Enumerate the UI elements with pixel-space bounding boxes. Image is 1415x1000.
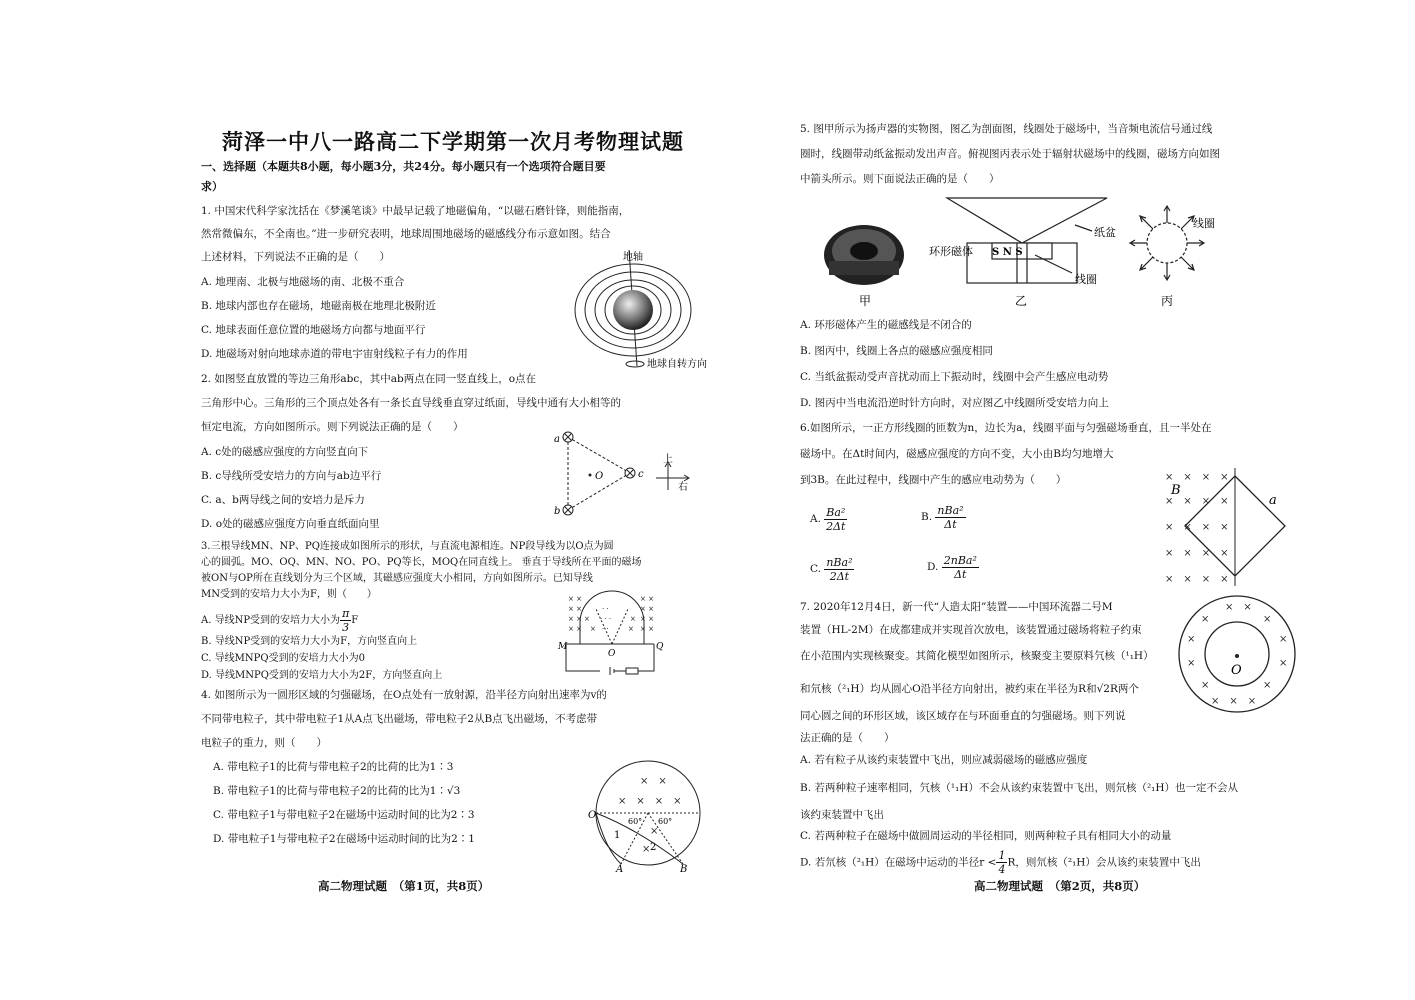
speaker-cross-section xyxy=(947,198,1107,283)
q3-option-b: B. 导线NP受到的安培力大小为F，方向竖直向上 xyxy=(201,636,418,647)
q1-option-d: D. 地磁场对射向地球赤道的带电宇宙射线粒子有力的作用 xyxy=(201,348,468,360)
speaker-photo xyxy=(824,225,904,285)
svg-text:×: × xyxy=(1201,680,1210,691)
q4-option-c: C. 带电粒子1与带电粒子2在磁场中运动时间的比为2∶3 xyxy=(213,809,475,821)
q1-option-b: B. 地球内部也存在磁场，地磁南极在地理北极附近 xyxy=(201,300,436,312)
svg-text:×: × xyxy=(630,615,636,623)
q7-stem-line6: 法正确的是（ ） xyxy=(800,732,895,744)
particle-1-label: 1 xyxy=(614,830,621,841)
svg-text:×: × xyxy=(628,625,634,633)
q6-option-d: D. $\frac{\text{2nBa²}}{\Delta t}$ xyxy=(927,553,977,581)
svg-text:× ×: × × xyxy=(640,625,654,633)
point-o-label: O xyxy=(588,810,597,821)
q4-stem-line1: 4. 如图所示为一圆形区域的匀强磁场，在O点处有一放射源，沿半径方向射出速率为v的 xyxy=(201,689,607,701)
q7-stem-line3: 在小范围内实现核聚变。其简化模型如图所示，核聚变主要原料氕核（¹₁H） xyxy=(800,650,1154,662)
q2-stem-line1: 2. 如图竖直放置的等边三角形abc，其中ab两点在同一竖直线上，o点在 xyxy=(201,373,537,385)
earth-axis-label: 地轴 xyxy=(623,252,643,263)
earth-magnetic-field-figure xyxy=(563,248,713,373)
q3-stem-line1: 3.三根导线MN、NP、PQ连接成如图所示的形状，与直流电源相连。NP段导线为以O点为圆 xyxy=(201,541,614,552)
svg-text:× ×: × × xyxy=(640,776,667,787)
svg-text:×: × xyxy=(1187,634,1196,645)
q2-option-a: A. c处的磁感应强度的方向竖直向下 xyxy=(201,446,369,458)
wire-arc-field-figure xyxy=(556,589,668,681)
svg-text:× ×: × × xyxy=(640,615,654,623)
square-coil-field-figure xyxy=(1165,468,1295,590)
q3-option-c: C. 导线MNPQ受到的安培力大小为0 xyxy=(201,653,365,664)
q2-option-b: B. c导线所受安培力的方向与ab边平行 xyxy=(201,470,382,482)
q2-option-c: C. a、b两导线之间的安培力是斥力 xyxy=(201,494,365,506)
q3-option-a: A. 导线NP受到的安培力大小为 $\frac{\pi}{3}$ F xyxy=(201,607,359,634)
q7-option-c: C. 若两种粒子在磁场中做圆周运动的半径相同，则两种粒子具有相同大小的动量 xyxy=(800,830,1172,842)
svg-text:× ×: × × xyxy=(568,605,582,613)
q1-stem-line2: 然常微偏东，不全南也。”进一步研究表明，地球周围地磁场的磁感线分布示意如图。结合 xyxy=(201,228,611,240)
section-heading-cont: 求） xyxy=(201,180,223,193)
q7-stem-line1: 7. 2020年12月4日，新一代“人造太阳”装置——中国环流器二号M xyxy=(800,601,1113,613)
figure-yi-label: 乙 xyxy=(1015,294,1028,308)
svg-text:×: × xyxy=(642,844,651,855)
circular-field-figure xyxy=(584,760,710,874)
q5-option-d: D. 图丙中当电流沿逆时针方向时，对应图乙中线圈所受安培力向上 xyxy=(800,397,1109,409)
q3-option-d: D. 导线MNPQ受到的安培力大小为2F，方向竖直向上 xyxy=(201,670,443,681)
q6-stem-line2: 磁场中。在Δt时间内，磁感应强度的方向不变，大小由B均匀地增大 xyxy=(800,448,1114,460)
cone-label: 纸盆 xyxy=(1094,226,1116,239)
q5-option-b: B. 图丙中，线圈上各点的磁感应强度相同 xyxy=(800,345,993,357)
angle-60-label-1: 60° xyxy=(628,817,643,826)
q7-option-a: A. 若有粒子从该约束装置中飞出，则应减弱磁场的磁感应强度 xyxy=(800,754,1088,766)
q5-option-a: A. 环形磁体产生的磁感线是不闭合的 xyxy=(800,319,972,331)
q3-stem-line3: 被ON与OP所在直线划分为三个区域，其磁感应强度大小相同，方向如图所示。已知导线 xyxy=(201,573,593,584)
direction-up-label: 上 xyxy=(663,454,673,465)
q5-stem-line2: 圈时，线圈带动纸盆振动发出声音。俯视图丙表示处于辐射状磁场中的线圈，磁场方向如图 xyxy=(800,148,1220,160)
tokamak-ring-figure xyxy=(1177,594,1299,716)
q4-stem-line2: 不同带电粒子，其中带电粒子1从A点飞出磁场，带电粒子2从B点飞出磁场，不考虑带 xyxy=(201,713,598,725)
q7-option-b-line2: 该约束装置中飞出 xyxy=(800,809,884,821)
vertex-a-label: a xyxy=(554,434,560,445)
svg-text:× × × ×: × × × × xyxy=(618,796,682,807)
svg-text:×: × xyxy=(1201,614,1210,625)
q6-stem-line1: 6.如图所示，一正方形线圈的匝数为n，边长为a，线圈平面与匀强磁场垂直，且一半处在 xyxy=(800,422,1212,434)
q1-stem-line3: 上述材料，下列说法不正确的是（ ） xyxy=(201,251,390,263)
svg-text:· ·: · · xyxy=(602,625,609,633)
earth-rotation-label: 地球自转方向 xyxy=(647,359,707,370)
q4-option-a: A. 带电粒子1的比荷与带电粒子2的比荷的比为1∶3 xyxy=(213,761,454,773)
q3-stem-line2: 心的圆弧。MO、OQ、MN、NO、PO、PQ等长，MOQ在同直线上。 垂直于导线所在平面的磁场 xyxy=(201,557,642,568)
svg-text:× × × ×: × × × × xyxy=(1165,496,1229,507)
particle-2-label: 2 xyxy=(650,842,657,853)
point-b-label: B xyxy=(680,864,688,874)
side-a-label: a xyxy=(1269,493,1277,508)
q1-option-c: C. 地球表面任意位置的地磁场方向都与地面平行 xyxy=(201,324,426,336)
figure-jia-label: 甲 xyxy=(859,294,872,308)
point-m-label: M xyxy=(558,642,568,652)
center-o-label: O xyxy=(1231,663,1242,678)
svg-text:× × × ×: × × × × xyxy=(1165,574,1229,585)
svg-text:× × × ×: × × × × xyxy=(1165,548,1229,559)
svg-text:× ×: × × xyxy=(568,625,582,633)
triangle-wires-figure xyxy=(548,428,698,520)
figure-bing-label: 丙 xyxy=(1161,294,1174,308)
q6-stem-line3: 到3B。在此过程中，线圈中产生的感应电动势为（ ） xyxy=(800,474,1067,486)
q1-option-a: A. 地理南、北极与地磁场的南、北极不重合 xyxy=(201,276,405,288)
q4-option-b: B. 带电粒子1的比荷与带电粒子2的比荷的比为1∶√3 xyxy=(213,785,461,797)
svg-text:× × × ×: × × × × xyxy=(1165,472,1229,483)
svg-text:· ·: · · xyxy=(602,605,609,613)
svg-text:×: × xyxy=(1279,658,1288,669)
coil-label-top-view: 线圈 xyxy=(1193,217,1215,230)
svg-text:×: × xyxy=(1263,614,1272,625)
q5-stem-line3: 中箭头所示。则下面说法正确的是（ ） xyxy=(800,173,1000,185)
direction-right-label: 右 xyxy=(678,482,688,493)
exam-page-2 xyxy=(707,0,1415,1000)
q7-stem-line5: 同心圆之间的环形区域，该区域存在与环面垂直的匀强磁场。则下列说 xyxy=(800,710,1126,722)
vertex-c-label: c xyxy=(638,469,644,480)
speaker-figures xyxy=(817,193,1287,311)
point-a-label: A xyxy=(616,864,624,874)
q4-stem-line3: 电粒子的重力，则（ ） xyxy=(201,737,327,749)
svg-text:× × ×: × × × xyxy=(1211,696,1257,707)
vertex-b-label: b xyxy=(554,506,561,517)
svg-text:· · ·: · · · xyxy=(600,615,612,623)
q7-stem-line2: 装置（HL-2M）在成都建成并实现首次放电，该装置通过磁场将粒子约束 xyxy=(800,624,1142,636)
section-heading: 一、选择题（本题共8小题，每小题3分，共24分。每小题只有一个选项符合题目要 xyxy=(201,160,606,173)
svg-text:×: × xyxy=(590,625,596,633)
q7-stem-line4: 和氘核（²₁H）均从圆心O沿半径方向射出，被约束在半径为R和√2R两个 xyxy=(800,683,1139,695)
coil-label: 线圈 xyxy=(1075,273,1097,286)
q7-option-b-line1: B. 若两种粒子速率相同，氕核（¹₁H）不会从该约束装置中飞出，则氘核（²₁H）也一定不会从 xyxy=(800,782,1239,794)
svg-text:×: × xyxy=(1187,658,1196,669)
q6-option-a: A. $\frac{\text{Ba²}}{2\Delta t}$ xyxy=(810,505,846,533)
page-footer: 高二物理试题 （第2页，共8页） xyxy=(974,879,1146,893)
svg-text:× ×: × × xyxy=(640,595,654,603)
q3-stem-line4: MN受到的安培力大小为F，则（ ） xyxy=(201,589,377,600)
svg-text:×: × xyxy=(584,615,590,623)
svg-text:×: × xyxy=(1263,680,1272,691)
angle-60-label-2: 60° xyxy=(658,817,673,826)
exam-title: 菏泽一中八一路高二下学期第一次月考物理试题 xyxy=(222,130,684,154)
q4-option-d: D. 带电粒子1与带电粒子2在磁场中运动时间的比为2∶1 xyxy=(213,833,475,845)
svg-text:× ×: × × xyxy=(568,595,582,603)
q6-option-b: B. $\frac{\text{nBa²}}{\Delta t}$ xyxy=(921,503,964,531)
q2-stem-line2: 三角形中心。三角形的三个顶点处各有一条长直导线垂直穿过纸面，导线中通有大小相等的 xyxy=(201,397,621,409)
exam-page-1 xyxy=(0,0,707,1000)
page-footer: 高二物理试题 （第1页，共8页） xyxy=(318,879,490,893)
field-b-label: B xyxy=(1171,483,1181,498)
q5-option-c: C. 当纸盆振动受声音扰动而上下振动时，线圈中会产生感应电动势 xyxy=(800,371,1109,383)
q1-stem-line1: 1. 中国宋代科学家沈括在《梦溪笔谈》中最早记载了地磁偏角，“以磁石磨针锋，则能指南， xyxy=(201,205,630,217)
q6-option-c: C. $\frac{\text{nBa²}}{2\Delta t}$ xyxy=(810,555,853,583)
point-o-label: O xyxy=(608,649,616,659)
center-o-label: O xyxy=(595,471,604,482)
q2-stem-line3: 恒定电流，方向如图所示。则下列说法正确的是（ ） xyxy=(201,421,464,433)
svg-text:×: × xyxy=(650,826,659,837)
svg-text:× ×: × × xyxy=(568,615,582,623)
svg-text:×: × xyxy=(1279,634,1288,645)
point-q-label: Q xyxy=(656,642,664,652)
magnet-poles-label: S N S xyxy=(992,247,1023,258)
svg-text:× ×: × × xyxy=(1225,602,1252,613)
svg-text:× ×: × × xyxy=(640,605,654,613)
q7-option-d: D. 若氘核（²₁H）在磁场中运动的半径r < $\frac{1}{4}$ R，则氘核（²₁H）会从该约束装置中飞出 xyxy=(800,849,1201,876)
ring-magnet-label: 环形磁体 xyxy=(929,245,973,258)
q2-option-d: D. o处的磁感应强度方向垂直纸面向里 xyxy=(201,518,380,530)
q5-stem-line1: 5. 图甲所示为扬声器的实物图，图乙为剖面图，线圈处于磁场中，当音频电流信号通过线 xyxy=(800,123,1213,135)
svg-text:× × × ×: × × × × xyxy=(1165,522,1229,533)
